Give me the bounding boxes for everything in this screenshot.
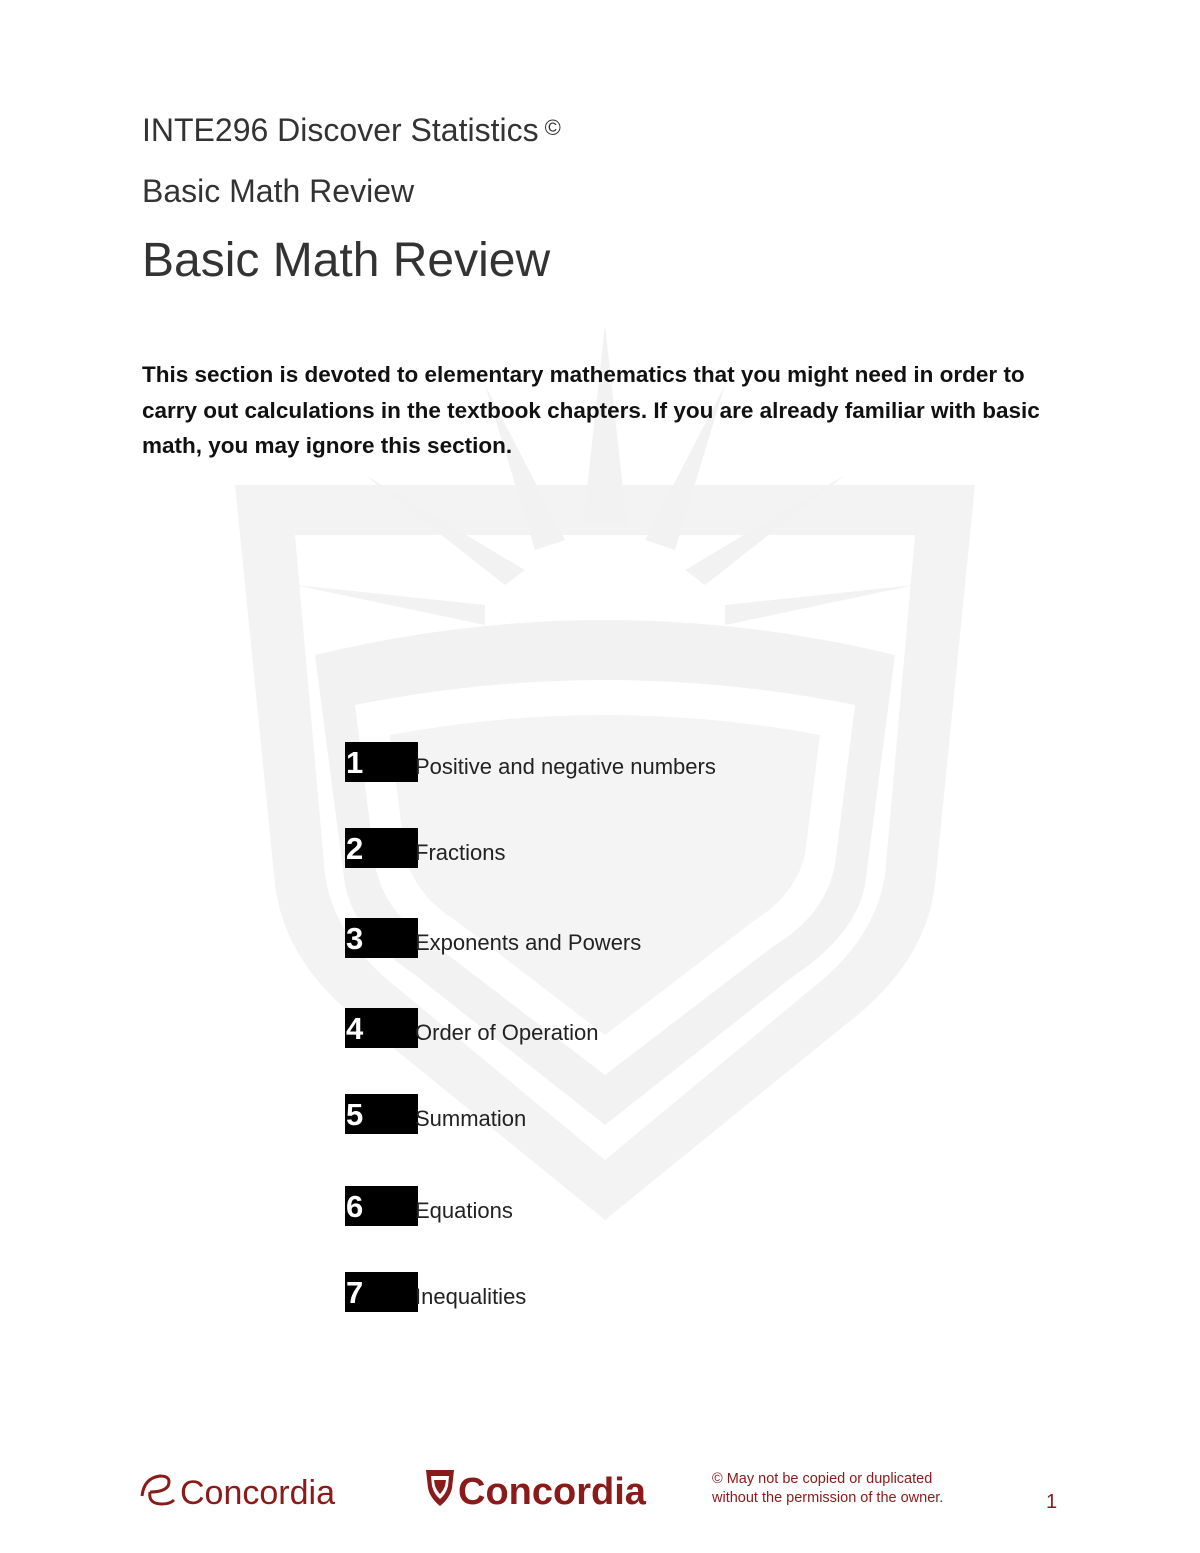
copyright-note: © May not be copied or duplicated without the permission of the owner. [712,1471,944,1506]
topic-item[interactable] [345,742,845,782]
topic-label[interactable]: Exponents and Powers [415,930,642,955]
topic-number: 2 [345,828,418,868]
topic-item[interactable] [345,1272,845,1312]
topic-item[interactable] [345,1186,845,1226]
topic-label[interactable]: Summation [415,1106,527,1131]
topic-number: 4 [345,1008,418,1048]
page-heading: Basic Math Review [142,234,551,287]
topic-label[interactable]: Order of Operation [415,1020,599,1045]
topic-number: 5 [345,1094,418,1134]
topic-label[interactable]: Fractions [415,840,506,865]
econcordia-logo [138,1466,378,1514]
topic-item[interactable] [345,1008,845,1048]
topic-number: 6 [345,1186,418,1226]
course-title-text: INTE296 Discover Statistics [142,112,539,148]
concordia-logo [424,1464,664,1514]
shield-icon [426,1470,454,1506]
page-number: 1 [1046,1491,1058,1513]
topic-number: 3 [345,918,418,958]
copyright-symbol: © [544,115,561,140]
section-subtitle: Basic Math Review [142,173,415,209]
svg-text:Concordia: Concordia [458,1471,646,1513]
svg-text:Concordia: Concordia [180,1474,335,1512]
topic-label[interactable]: Equations [415,1198,513,1223]
topic-number: 7 [345,1272,418,1312]
topic-item[interactable] [345,828,845,868]
course-title [142,112,561,149]
topic-item[interactable] [345,1094,845,1134]
intro-paragraph: This section is devoted to elementary mathematics that you might need in order to carry out calculations in the textbook chapters. If you are already familiar with basic math, you may ignore this section. [142,362,1040,458]
topic-item[interactable] [345,918,845,958]
topic-label[interactable]: Positive and negative numbers [415,754,716,779]
topic-number: 1 [345,742,418,782]
topic-label[interactable]: Inequalities [415,1284,527,1309]
